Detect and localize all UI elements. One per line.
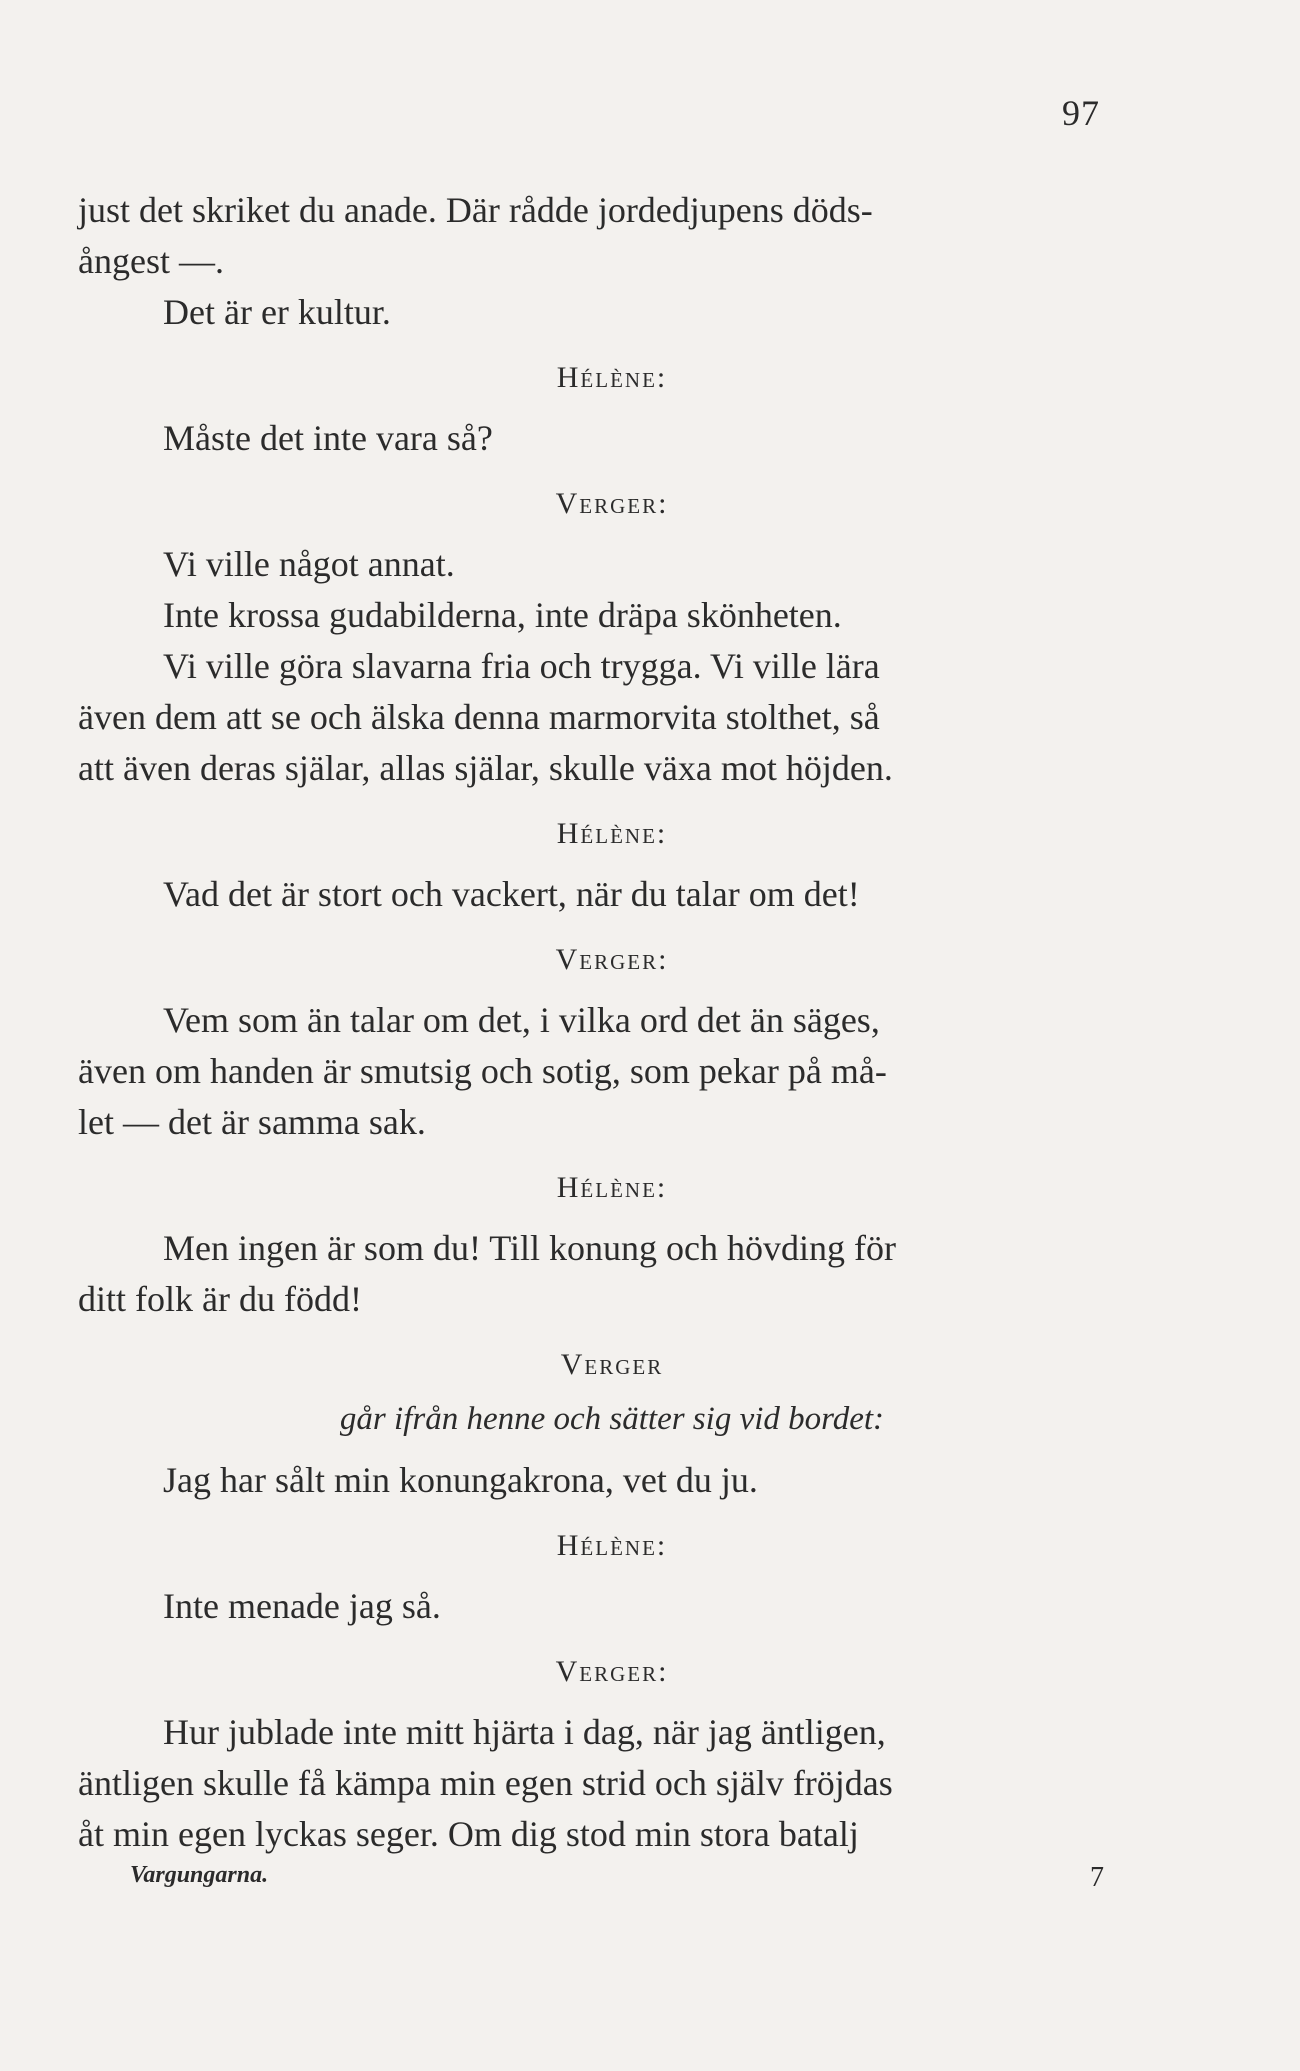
text-line: Måste det inte vara så? <box>163 418 493 458</box>
text-line: Vem som än talar om det, i vilka ord det än säges, <box>163 1000 880 1040</box>
text-line: åt min egen lyckas seger. Om dig stod min stora batalj <box>78 1814 859 1854</box>
text-line: äntligen skulle få kämpa min egen strid och själv fröjdas <box>78 1763 893 1803</box>
text-line: Inte menade jag så. <box>163 1586 441 1626</box>
page-number: 97 <box>1062 93 1100 133</box>
text-line: även om handen är smutsig och sotig, som pekar på må- <box>78 1051 887 1091</box>
text-line: ångest —. <box>78 241 224 281</box>
text-line: Inte krossa gudabilderna, inte dräpa skönheten. <box>163 595 842 635</box>
text-line: även dem att se och älska denna marmorvita stolthet, så <box>78 697 880 737</box>
footer-title: Vargungarna. <box>130 1862 269 1888</box>
text-line: Jag har sålt min konungakrona, vet du ju. <box>163 1460 758 1500</box>
stage-direction: går ifrån henne och sätter sig vid bordet: <box>339 1401 885 1437</box>
text-line: Det är er kultur. <box>163 292 391 332</box>
text-line: Vi ville något annat. <box>163 544 455 584</box>
speaker-name: Hélène: <box>556 1171 668 1204</box>
text-line: Vi ville göra slavarna fria och trygga. Vi ville lära <box>163 646 880 686</box>
speaker-name: Hélène: <box>556 817 668 850</box>
text-line: Vad det är stort och vackert, när du talar om det! <box>163 874 860 914</box>
speaker-name: Verger: <box>555 487 669 520</box>
text-line: ditt folk är du född! <box>78 1279 362 1319</box>
text-line: just det skriket du anade. Där rådde jordedjupens döds- <box>78 190 873 230</box>
speaker-name: Verger: <box>555 943 669 976</box>
speaker-name: Verger <box>560 1348 664 1381</box>
signature-mark: 7 <box>1090 1862 1104 1893</box>
page-body <box>78 185 1146 1860</box>
text-line: let — det är samma sak. <box>78 1102 426 1142</box>
speaker-name: Hélène: <box>556 1529 668 1562</box>
speaker-name: Verger: <box>555 1655 669 1688</box>
speaker-name: Hélène: <box>556 361 668 394</box>
text-line: Hur jublade inte mitt hjärta i dag, när jag äntligen, <box>163 1712 886 1752</box>
text-line: Men ingen är som du! Till konung och hövding för <box>163 1228 896 1268</box>
text-line: att även deras själar, allas själar, skulle växa mot höjden. <box>78 748 893 788</box>
